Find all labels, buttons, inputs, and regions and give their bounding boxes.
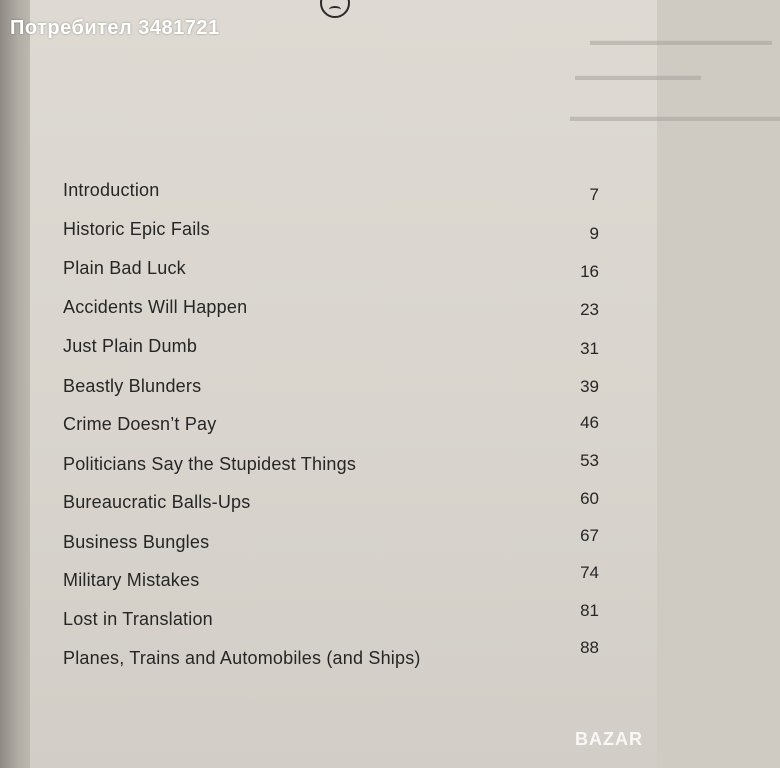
toc-entry xyxy=(63,376,603,404)
toc-entry-page-number: 60 xyxy=(580,489,599,508)
toc-entry-page-number: 67 xyxy=(580,526,599,545)
toc-entry-page-number: 39 xyxy=(580,377,599,396)
toc-entry-title: Lost in Translation xyxy=(63,609,213,629)
bleed-through-text: ▬▬▬▬▬▬▬▬▬▬▬▬▬▬▬ xyxy=(570,108,780,124)
toc-entry-title: Beastly Blunders xyxy=(63,376,202,396)
toc-entry xyxy=(63,601,603,637)
toc-entry-page-number: 9 xyxy=(589,224,599,243)
watermark-username: Потребител 3481721 xyxy=(10,17,220,39)
toc-entry-page-number: 53 xyxy=(580,451,599,470)
toc-entry-title: Bureaucratic Balls-Ups xyxy=(63,492,251,512)
toc-entry-page-number: 74 xyxy=(580,563,599,582)
toc-entry-page-number: 16 xyxy=(580,262,599,281)
toc-entry xyxy=(63,414,603,442)
toc-entry-title: Business Bungles xyxy=(63,532,210,552)
toc-entry-title: Introduction xyxy=(63,180,160,200)
toc-entry xyxy=(63,219,603,247)
toc-entry-title: Politicians Say the Stupidest Things xyxy=(63,454,357,474)
toc-entry xyxy=(63,258,603,286)
bleed-through-text: ▬▬▬▬▬▬▬▬▬▬▬▬▬ xyxy=(590,32,772,48)
toc-entry-title: Historic Epic Fails xyxy=(63,219,210,239)
toc-entry xyxy=(63,638,603,676)
toc-entry-page-number: 31 xyxy=(580,339,599,358)
bleed-through-text: ▬▬▬▬▬▬▬▬▬ xyxy=(575,67,701,83)
toc-entry xyxy=(63,451,603,482)
toc-entry xyxy=(63,526,603,560)
toc-entry xyxy=(63,336,603,364)
toc-entry-title: Planes, Trains and Automobiles (and Ships) xyxy=(63,648,421,668)
toc-entry-page-number: 23 xyxy=(580,300,599,319)
toc-entry-page-number: 46 xyxy=(580,413,599,432)
toc-entry-page-number: 88 xyxy=(580,638,599,657)
toc-entry-title: Accidents Will Happen xyxy=(63,297,248,317)
toc-entry xyxy=(63,180,603,208)
toc-entry xyxy=(63,297,603,325)
toc-entry-page-number: 81 xyxy=(580,601,599,620)
toc-entry-title: Just Plain Dumb xyxy=(63,336,198,356)
watermark-brand: BAZAR xyxy=(575,729,643,749)
toc-entry xyxy=(63,563,603,598)
toc-entry-title: Military Mistakes xyxy=(63,570,200,590)
toc-entry-page-number: 7 xyxy=(589,185,599,204)
toc-entry-title: Crime Doesn’t Pay xyxy=(63,414,217,434)
toc-entry xyxy=(63,489,603,520)
toc-entry-title: Plain Bad Luck xyxy=(63,258,186,278)
